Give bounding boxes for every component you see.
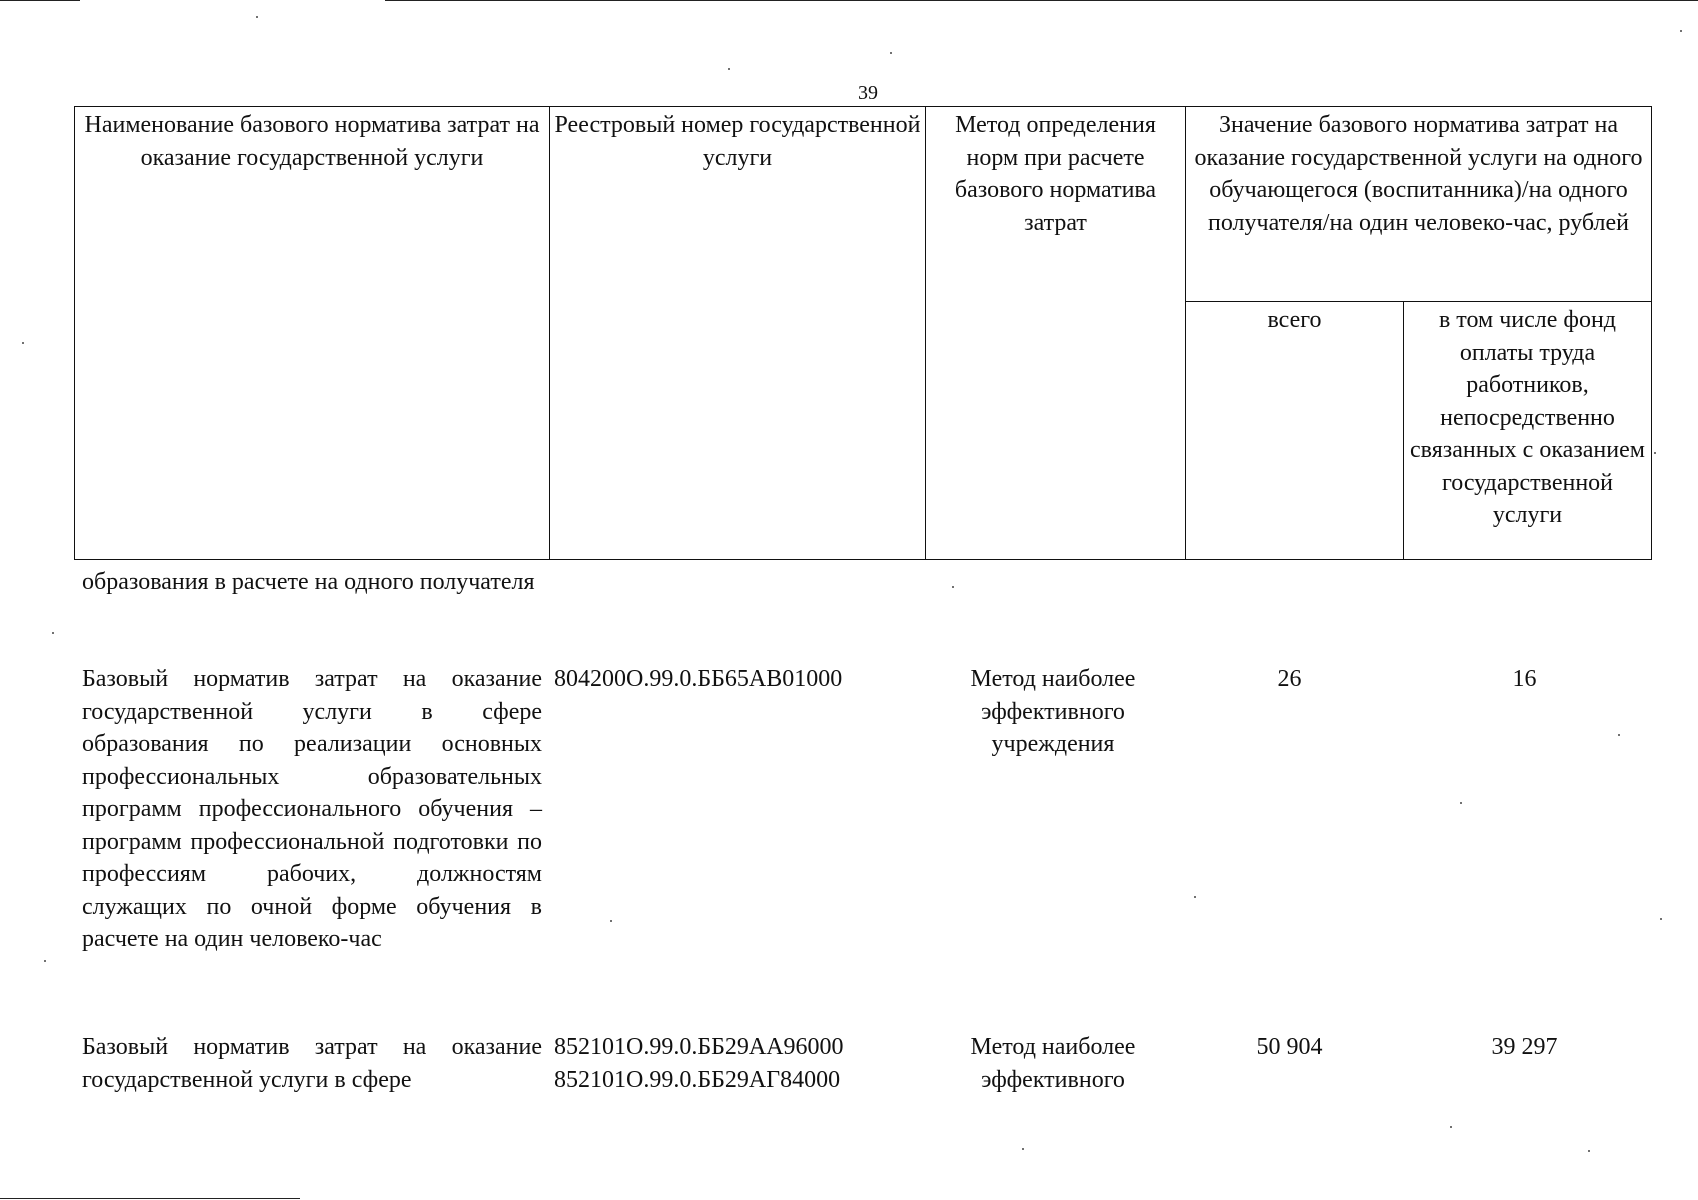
row-fot: 39 297 (1491, 1034, 1558, 1060)
scan-speck (44, 960, 46, 962)
header-col-value: Значение базового норматива затрат на оказание государственной услуги на одного обучающегося (воспитанника)/на одного получателя/на один человеко-час, рублей (1186, 107, 1652, 302)
header-table (74, 106, 1652, 560)
row-total: 26 (1277, 666, 1302, 692)
header-col-registry: Реестровый номер государственной услуги (550, 107, 926, 560)
top-rule-left (0, 0, 80, 1)
top-rule-right (385, 0, 1698, 1)
row-name: Базовый норматив затрат на оказание государственной услуги в сфере (82, 1034, 542, 1093)
scan-speck (1588, 1150, 1590, 1152)
header-col-name: Наименование базового норматива затрат на оказание государственной услуги (75, 107, 550, 560)
row-method: Метод наиболее эффективного (970, 1034, 1136, 1093)
bottom-rule (0, 1198, 300, 1199)
row-registry-code: 804200О.99.0.ББ65АВ01000 (554, 666, 843, 692)
page-number: 39 (858, 82, 878, 104)
row-fot: 16 (1512, 666, 1537, 692)
scan-speck (1022, 1148, 1024, 1150)
scan-speck (1660, 918, 1662, 920)
scan-speck (890, 52, 892, 54)
row-method: Метод наиболее эффективного учреждения (970, 666, 1136, 757)
scan-speck (52, 632, 54, 634)
row-registry-code: 852101О.99.0.ББ29АА96000 852101О.99.0.ББ29АГ84000 (554, 1034, 844, 1093)
header-col-fot: в том числе фонд оплаты труда работников, непосредственно связанных с оказанием государственной услуги (1404, 302, 1652, 560)
scan-speck (1450, 1126, 1452, 1128)
scan-speck (1194, 896, 1196, 898)
scan-speck (952, 586, 954, 588)
scan-speck (1618, 734, 1620, 736)
row-name: образования в расчете на одного получателя (82, 569, 535, 595)
header-col-total: всего (1186, 302, 1404, 560)
scan-speck (728, 68, 730, 70)
row-total: 50 904 (1256, 1034, 1323, 1060)
header-col-method: Метод определения норм при расчете базового норматива затрат (926, 107, 1186, 560)
scan-speck (22, 342, 24, 344)
scan-speck (1680, 30, 1682, 32)
scan-speck (1654, 452, 1656, 454)
scan-speck (256, 16, 258, 18)
row-name: Базовый норматив затрат на оказание государственной услуги в сфере образования по реализации основных профессиональных образовательных программ профессионального обучения – программ профессиональной подготовки по профессиям рабочих, должностям служащих по очной форме обучения в расчете на один человеко-час (82, 666, 542, 952)
scan-speck (1460, 802, 1462, 804)
scan-speck (610, 920, 612, 922)
